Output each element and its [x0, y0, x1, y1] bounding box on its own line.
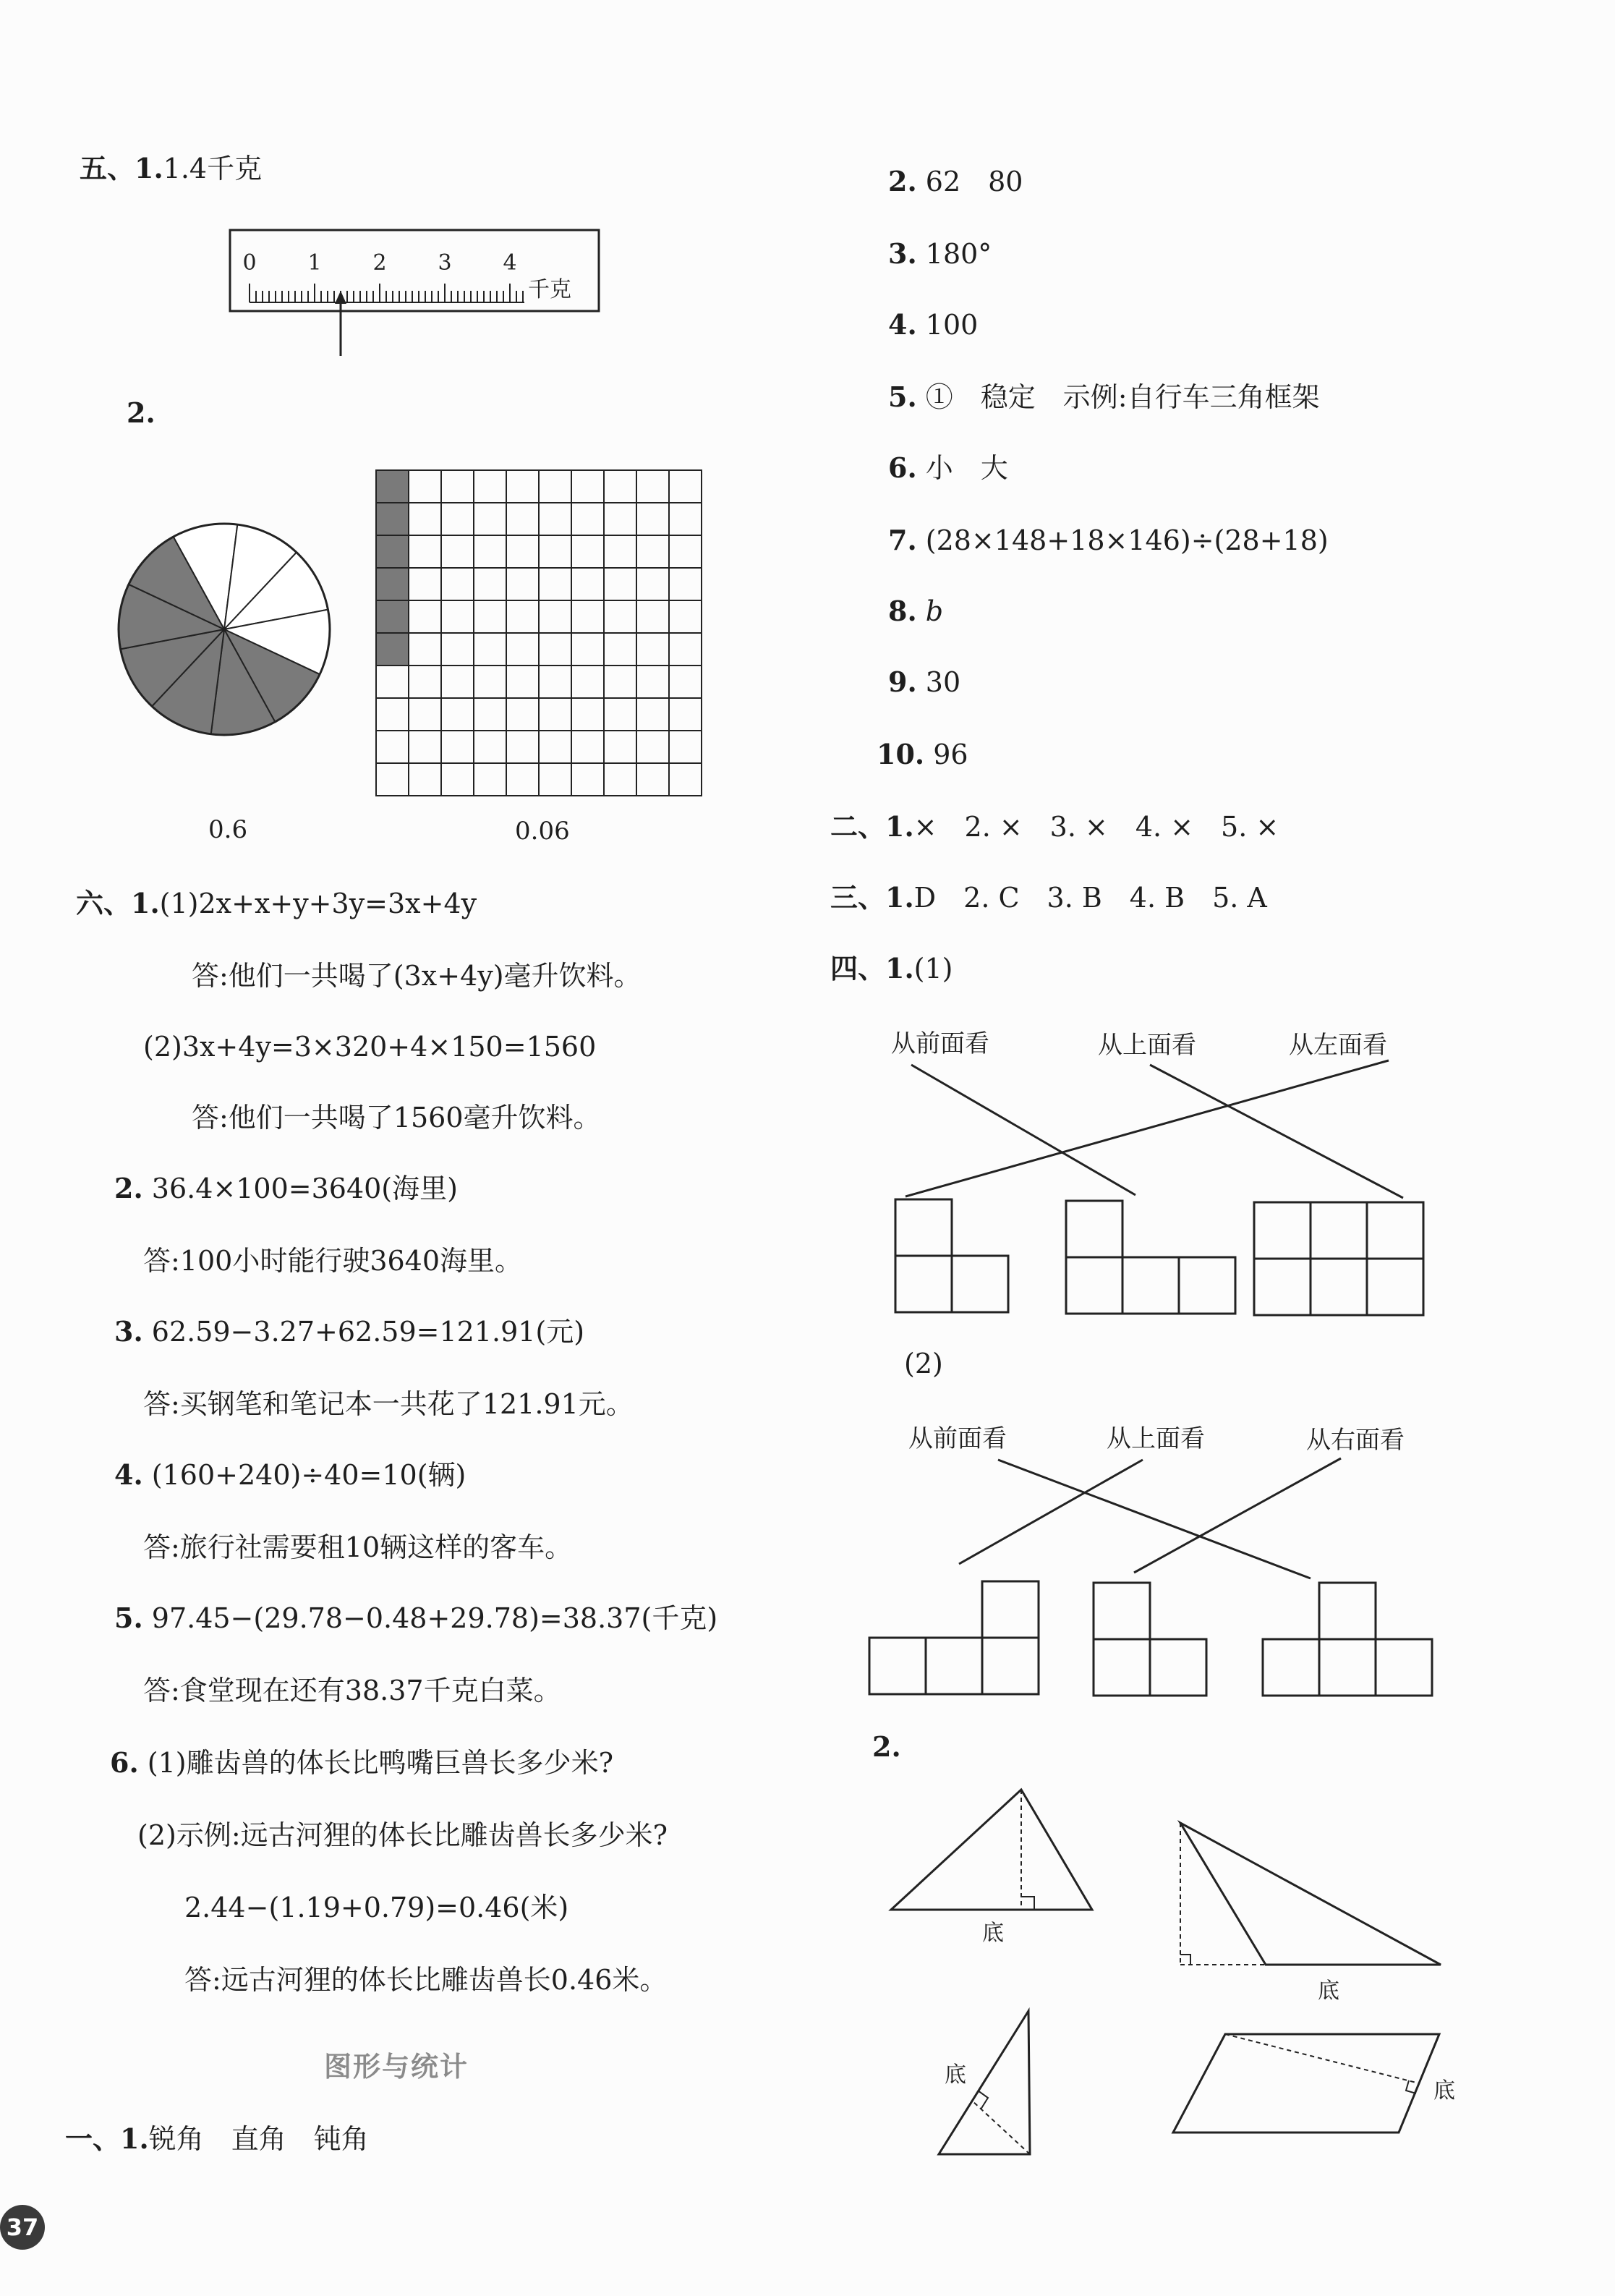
views1-diagram	[868, 1056, 1461, 1317]
grid-cell	[669, 698, 702, 731]
grid-cell	[669, 666, 702, 698]
choice-answers: 三、1.D 2. C 3. B 4. B 5. A	[830, 881, 1267, 914]
hundred-grid	[373, 467, 706, 800]
s6-line-8: 4. (160+240)÷40=10(辆)	[114, 1458, 466, 1491]
grid-cell	[539, 763, 571, 796]
grid-cell	[474, 731, 506, 763]
grid-cell	[604, 535, 636, 568]
grid-cell	[669, 503, 702, 535]
grid-cell	[441, 470, 474, 503]
grid-cell	[409, 698, 441, 731]
view1-shape-c-cell	[1254, 1202, 1311, 1259]
grid-cell	[636, 503, 669, 535]
heights-diagram	[882, 1787, 1475, 2192]
view2-shape-a-cell	[982, 1638, 1039, 1694]
s6-line-2: (2)3x+4y=3×320+4×150=1560	[143, 1031, 597, 1063]
view2-shape-a-cell	[926, 1638, 982, 1694]
grid-cell	[604, 568, 636, 600]
grid-cell	[506, 568, 539, 600]
grid-cell	[571, 666, 604, 698]
grid-cell	[604, 666, 636, 698]
grid-cell	[636, 763, 669, 796]
grid-cell	[409, 470, 441, 503]
triangle-1-base-label: 底	[982, 1921, 1004, 1946]
match-line	[1134, 1458, 1341, 1573]
grid-cell	[669, 568, 702, 600]
grid-cell	[506, 666, 539, 698]
view1-shape-a-cell	[895, 1256, 952, 1312]
grid-cell	[506, 763, 539, 796]
grid-cell	[636, 633, 669, 666]
grid-cell	[506, 470, 539, 503]
pie-diagram	[116, 521, 333, 738]
grid-cell	[604, 698, 636, 731]
grid-cell	[571, 698, 604, 731]
view1-shape-c-cell	[1311, 1202, 1367, 1259]
view1-shape-b-cell	[1066, 1201, 1122, 1257]
grid-cell	[539, 503, 571, 535]
grid-cell	[441, 698, 474, 731]
grid-cell	[506, 633, 539, 666]
grid-cell	[376, 763, 409, 796]
grid-cell	[474, 470, 506, 503]
grid-cell	[669, 470, 702, 503]
pie-label: 0.6	[208, 815, 248, 844]
grid-cell	[636, 470, 669, 503]
grid-cell-shaded	[376, 535, 409, 568]
grid-cell	[571, 763, 604, 796]
grid-cell	[409, 666, 441, 698]
grid-cell-shaded	[376, 600, 409, 633]
judge-answers: 二、1.× 2. × 3. × 4. × 5. ×	[830, 810, 1279, 843]
views2-lines	[959, 1458, 1341, 1578]
view2-label-2: 从右面看	[1306, 1426, 1405, 1455]
scale-tick-3: 3	[438, 250, 452, 276]
view1-shape-c-cell	[1367, 1259, 1423, 1315]
grid-cell	[604, 600, 636, 633]
s6-line-1: 答:他们一共喝了(3x+4y)毫升饮料。	[192, 960, 642, 992]
scale-unit: 千克	[528, 277, 571, 302]
s6-line-3: 答:他们一共喝了1560毫升饮料。	[192, 1102, 601, 1134]
fill-2: 2. 62 80	[888, 165, 1023, 197]
grid-cell	[409, 503, 441, 535]
grid-cell	[636, 731, 669, 763]
grid-cell	[636, 666, 669, 698]
grid-label: 0.06	[515, 817, 570, 846]
section-title: 图形与统计	[324, 2051, 469, 2083]
grid-cell	[506, 535, 539, 568]
grid-cell	[409, 633, 441, 666]
match-line	[959, 1460, 1143, 1564]
s6-line-10: 5. 97.45−(29.78−0.48+29.78)=38.37(千克)	[114, 1602, 718, 1634]
grid-cell	[474, 600, 506, 633]
s6-line-5: 答:100小时能行驶3640海里。	[143, 1245, 523, 1277]
s6-line-14: 2.44−(1.19+0.79)=0.46(米)	[184, 1892, 569, 1923]
grid-cell	[604, 503, 636, 535]
scale-diagram	[217, 224, 608, 362]
grid-cell	[571, 568, 604, 600]
grid-cell	[539, 633, 571, 666]
scale-tick-2: 2	[372, 250, 387, 276]
q4-2: 2.	[872, 1730, 901, 1763]
fill-3: 3. 180°	[888, 237, 992, 270]
grid-cell	[636, 535, 669, 568]
parallelogram	[1173, 2034, 1439, 2133]
grid-cell	[571, 535, 604, 568]
view2-shape-a-cell	[982, 1581, 1039, 1638]
view1-shape-b-cell	[1066, 1257, 1122, 1314]
view1-label-2: 从左面看	[1289, 1031, 1387, 1060]
grid-cell	[669, 763, 702, 796]
views2-shapes	[869, 1581, 1432, 1696]
views1-lines	[905, 1060, 1403, 1198]
grid-cell	[474, 568, 506, 600]
triangle-2-base-label: 底	[1318, 1978, 1339, 2004]
grid-cell	[571, 503, 604, 535]
view2-shape-c-cell	[1319, 1639, 1376, 1696]
views1-shapes	[895, 1199, 1423, 1315]
grid-cell	[636, 600, 669, 633]
grid-cell	[441, 503, 474, 535]
s6-line-12: 6. (1)雕齿兽的体长比鸭嘴巨兽长多少米?	[110, 1746, 613, 1779]
grid-cell-shaded	[376, 470, 409, 503]
s6-line-4: 2. 36.4×100=3640(海里)	[114, 1172, 458, 1204]
s6-line-7: 答:买钢笔和笔记本一共花了121.91元。	[143, 1388, 634, 1420]
grid-cell-shaded	[376, 568, 409, 600]
fill-7: 7. (28×148+18×146)÷(28+18)	[888, 524, 1329, 556]
view1-shape-b-cell	[1179, 1257, 1235, 1314]
view1-shape-c-cell	[1254, 1259, 1311, 1315]
s6-line-9: 答:旅行社需要租10辆这样的客车。	[143, 1531, 573, 1563]
scale-ticks	[250, 284, 524, 302]
grid-cell	[669, 535, 702, 568]
view1-label-1: 从上面看	[1098, 1031, 1196, 1060]
grid-cell	[409, 763, 441, 796]
fill-5: 5. ① 稳定 示例:自行车三角框架	[888, 380, 1320, 413]
grid-cell	[474, 666, 506, 698]
triangle-3-base-label: 底	[945, 2062, 966, 2088]
grid-cell	[409, 535, 441, 568]
grid-cell	[409, 731, 441, 763]
grid-cell	[669, 600, 702, 633]
view1-shape-b-cell	[1122, 1257, 1179, 1314]
view2-shape-b-cell	[1150, 1639, 1206, 1696]
view2-shape-c-cell	[1376, 1639, 1432, 1696]
view1-shape-a-cell	[895, 1199, 952, 1256]
fill-6: 6. 小 大	[888, 451, 1008, 484]
grid-cell	[636, 698, 669, 731]
scale-tick-4: 4	[503, 250, 517, 276]
grid-cell	[539, 470, 571, 503]
fill-4: 4. 100	[888, 308, 979, 341]
parallelogram-height	[1225, 2034, 1419, 2083]
grid-cell	[539, 731, 571, 763]
grid-cell	[604, 731, 636, 763]
match-line	[905, 1060, 1389, 1196]
view1-shape-a-cell	[952, 1256, 1008, 1312]
page-number: 37	[0, 2205, 45, 2250]
s6-line-6: 3. 62.59−3.27+62.59=121.91(元)	[114, 1315, 585, 1348]
q5-2: 2.	[127, 396, 155, 429]
s6-line-13: (2)示例:远古河狸的体长比雕齿兽长多少米?	[137, 1819, 668, 1851]
q5-1: 五、1.1.4千克	[80, 152, 263, 184]
grid-cell	[441, 666, 474, 698]
grid-cell	[539, 698, 571, 731]
s6-line-15: 答:远古河狸的体长比雕齿兽长0.46米。	[184, 1964, 668, 1996]
grid-cell	[474, 535, 506, 568]
grid-cell	[441, 763, 474, 796]
grid-cell	[376, 731, 409, 763]
view2-shape-b-cell	[1094, 1639, 1150, 1696]
grid-cells	[376, 470, 702, 796]
grid-cell	[474, 633, 506, 666]
triangle-2	[1180, 1823, 1441, 1965]
grid-cell	[636, 568, 669, 600]
grid-cell	[441, 535, 474, 568]
fill-10: 10. 96	[877, 738, 968, 770]
grid-cell	[376, 698, 409, 731]
grid-cell	[441, 600, 474, 633]
match-line	[1150, 1065, 1403, 1198]
grid-cell	[506, 698, 539, 731]
grid-cell	[441, 568, 474, 600]
grid-cell	[669, 731, 702, 763]
s6-line-0: 六、1.(1)2x+x+y+3y=3x+4y	[76, 887, 477, 919]
fill-9: 9. 30	[888, 666, 961, 698]
grid-cell	[571, 731, 604, 763]
grid-cell	[669, 633, 702, 666]
grid-cell	[571, 470, 604, 503]
grid-cell	[604, 633, 636, 666]
grid-cell	[506, 503, 539, 535]
grid-cell	[474, 503, 506, 535]
s6-line-11: 答:食堂现在还有38.37千克白菜。	[143, 1675, 561, 1706]
grid-cell-shaded	[376, 503, 409, 535]
view2-shape-a-cell	[869, 1638, 926, 1694]
grid-cell	[474, 698, 506, 731]
view2-label-0: 从前面看	[908, 1424, 1007, 1453]
triangle-1-right-angle	[1021, 1897, 1034, 1910]
match-line	[911, 1065, 1135, 1195]
s1-line-1: 一、1.锐角 直角 钝角	[65, 2122, 369, 2155]
view2-shape-c-cell	[1319, 1583, 1376, 1639]
view1-shape-c-cell	[1367, 1202, 1423, 1259]
views2-diagram	[861, 1451, 1461, 1712]
scale-tick-0: 0	[242, 250, 257, 276]
grid-cell	[604, 763, 636, 796]
view1-label-0: 从前面看	[891, 1029, 989, 1058]
grid-cell	[571, 633, 604, 666]
parallelogram-base-label: 底	[1433, 2078, 1455, 2104]
view2-label-1: 从上面看	[1107, 1424, 1205, 1453]
grid-cell	[441, 633, 474, 666]
fill-8: 8. b	[888, 595, 944, 627]
triangle-2-right-angle	[1180, 1955, 1190, 1965]
view2-shape-b-cell	[1094, 1583, 1150, 1639]
scale-arrow-head	[335, 291, 346, 304]
grid-cell	[539, 535, 571, 568]
grid-cell	[539, 600, 571, 633]
grid-cell	[441, 731, 474, 763]
grid-cell	[376, 666, 409, 698]
view1-shape-c-cell	[1311, 1259, 1367, 1315]
triangle-1	[891, 1790, 1092, 1910]
grid-cell	[506, 731, 539, 763]
grid-cell	[506, 600, 539, 633]
grid-cell	[604, 470, 636, 503]
grid-cell	[571, 600, 604, 633]
view2-shape-c-cell	[1263, 1639, 1319, 1696]
q4-1b: (2)	[904, 1348, 943, 1379]
triangle-3-right-angle	[978, 2091, 988, 2109]
grid-cell	[409, 600, 441, 633]
grid-cell	[474, 763, 506, 796]
scale-tick-1: 1	[307, 250, 322, 276]
grid-cell	[539, 568, 571, 600]
grid-cell	[539, 666, 571, 698]
grid-cell	[409, 568, 441, 600]
grid-cell-shaded	[376, 633, 409, 666]
q4-1: 四、1.(1)	[830, 952, 953, 985]
